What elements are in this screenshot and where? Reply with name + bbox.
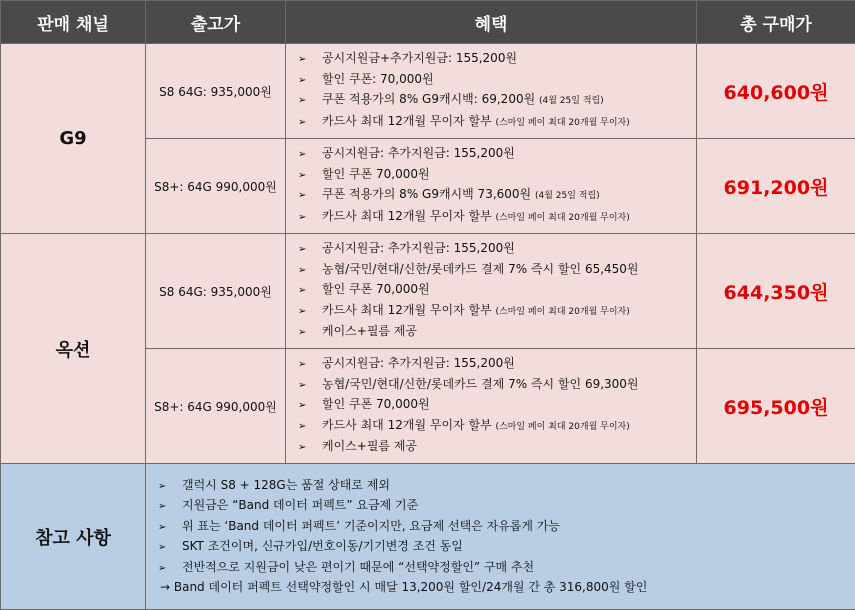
total-price: 644,350원: [697, 234, 855, 349]
arrowhead-bullet-icon: ➢: [298, 285, 307, 297]
reference-item: ➢ 위 표는 ‘Band 데이터 퍼펙트’ 기준이지만, 요금제 선택은 자유롭게 가능: [158, 517, 855, 538]
benefits-cell: [286, 234, 697, 349]
reference-title: 참고 사항: [1, 464, 146, 610]
model-cell: S8+: 64G 990,000원: [146, 139, 286, 234]
benefit-item: ➢ 할인 쿠폰 70,000원: [298, 280, 696, 301]
header-release-price: 출고가: [146, 1, 286, 44]
benefit-note: (4월 25일 적립): [534, 191, 600, 201]
benefit-item: ➢ 할인 쿠폰 70,000원: [298, 165, 696, 186]
benefit-item: ➢ 할인 쿠폰 70,000원: [298, 395, 696, 416]
reference-row: [1, 464, 855, 610]
auction-row-s8: [1, 234, 855, 349]
total-price: 695,500원: [697, 349, 855, 464]
arrowhead-bullet-icon: ➢: [298, 169, 307, 181]
header-channel: 판매 채널: [1, 1, 146, 44]
benefit-note: (스마일 페이 최대 20개월 무이자): [495, 117, 630, 128]
arrowhead-bullet-icon: ➢: [298, 305, 307, 317]
benefit-item: ➢ 카드사 최대 12개월 무이자 할부 (스마일 페이 최대 20개월 무이자): [298, 301, 696, 323]
arrowhead-bullet-icon: ➢: [158, 480, 167, 492]
arrowhead-bullet-icon: ➢: [298, 442, 307, 454]
arrowhead-bullet-icon: ➢: [298, 359, 307, 371]
arrowhead-bullet-icon: ➢: [298, 400, 307, 412]
channel-auction: 옥션: [1, 234, 146, 464]
benefit-note: (스마일 페이 최대 20개월 무이자): [495, 212, 630, 223]
model-cell: S8+: 64G 990,000원: [146, 349, 286, 464]
model-cell: S8 64G: 935,000원: [146, 234, 286, 349]
reference-item: ➢ SKT 조건이며, 신규가입/번호이동/기기변경 조건 동일: [158, 537, 855, 558]
arrowhead-bullet-icon: ➢: [298, 190, 307, 201]
reference-item: ➢ 전반적으로 지원금이 낮은 편이기 때문에 “선택약정할인” 구매 추천: [158, 558, 855, 579]
arrowhead-bullet-icon: ➢: [298, 327, 307, 339]
header-row: [1, 1, 855, 44]
arrowhead-bullet-icon: ➢: [298, 244, 307, 256]
reference-item: ➢ 지원금은 “Band 데이터 퍼펙트” 요금제 기준: [158, 496, 855, 517]
benefit-item: ➢ 공시지원금: 추가지원금: 155,200원: [298, 354, 696, 375]
benefit-item: ➢ 카드사 최대 12개월 무이자 할부 (스마일 페이 최대 20개월 무이자): [298, 416, 696, 438]
arrowhead-bullet-icon: ➢: [158, 562, 167, 574]
arrowhead-bullet-icon: ➢: [298, 116, 307, 128]
benefit-item: ➢ 농협/국민/현대/신한/롯데카드 결제 7% 즉시 할인 65,450원: [298, 260, 696, 281]
arrowhead-bullet-icon: ➢: [158, 501, 167, 512]
benefit-item: ➢ 할인 쿠폰: 70,000원: [298, 70, 696, 91]
reference-subnote: → Band 데이터 퍼펙트 선택약정할인 시 매달 13,200원 할인/24개월 간 총 316,800원 할인: [160, 580, 648, 594]
channel-g9: G9: [1, 44, 146, 234]
benefit-note: (스마일 페이 최대 20개월 무이자): [495, 306, 630, 317]
arrowhead-bullet-icon: ➢: [158, 542, 167, 553]
benefit-note: (4월 25일 적립): [539, 96, 604, 106]
arrowhead-bullet-icon: ➢: [298, 211, 307, 223]
benefit-item: ➢ 카드사 최대 12개월 무이자 할부 (스마일 페이 최대 20개월 무이자): [298, 112, 696, 134]
reference-notes: [146, 464, 855, 610]
header-total-price: 총 구매가: [697, 1, 855, 44]
arrowhead-bullet-icon: ➢: [298, 379, 307, 391]
benefit-item: ➢ 농협/국민/현대/신한/롯데카드 결제 7% 즉시 할인 69,300원: [298, 375, 696, 396]
benefit-note: (스마일 페이 최대 20개월 무이자): [495, 421, 630, 432]
arrowhead-bullet-icon: ➢: [158, 521, 167, 533]
arrowhead-bullet-icon: ➢: [298, 95, 307, 106]
arrowhead-bullet-icon: ➢: [298, 420, 307, 432]
benefit-item: ➢ 케이스+필름 제공: [298, 437, 696, 458]
benefit-item: ➢ 케이스+필름 제공: [298, 322, 696, 343]
reference-item: ➢ 갤럭시 S8 + 128G는 품절 상태로 제외: [158, 476, 855, 497]
benefit-item: ➢ 공시지원금+추가지원금: 155,200원: [298, 49, 696, 70]
arrowhead-bullet-icon: ➢: [298, 54, 307, 65]
benefit-item: ➢ 쿠폰 적용가의 8% G9캐시백: 69,200원 (4월 25일 적립): [298, 90, 696, 112]
benefits-cell: [286, 139, 697, 234]
benefit-item: ➢ 공시지원금: 추가지원금: 155,200원: [298, 239, 696, 260]
total-price: 691,200원: [697, 139, 855, 234]
total-price: 640,600원: [697, 44, 855, 139]
benefits-cell: [286, 349, 697, 464]
arrowhead-bullet-icon: ➢: [298, 264, 307, 276]
benefits-cell: [286, 44, 697, 139]
arrowhead-bullet-icon: ➢: [298, 74, 307, 86]
header-benefits: 혜택: [286, 1, 697, 44]
benefit-item: ➢ 공시지원금: 추가지원금: 155,200원: [298, 144, 696, 165]
benefit-item: ➢ 쿠폰 적용가의 8% G9캐시백 73,600원 (4월 25일 적립): [298, 185, 696, 207]
model-cell: S8 64G: 935,000원: [146, 44, 286, 139]
g9-row-s8: [1, 44, 855, 139]
arrowhead-bullet-icon: ➢: [298, 149, 307, 160]
benefit-item: ➢ 카드사 최대 12개월 무이자 할부 (스마일 페이 최대 20개월 무이자): [298, 207, 696, 229]
